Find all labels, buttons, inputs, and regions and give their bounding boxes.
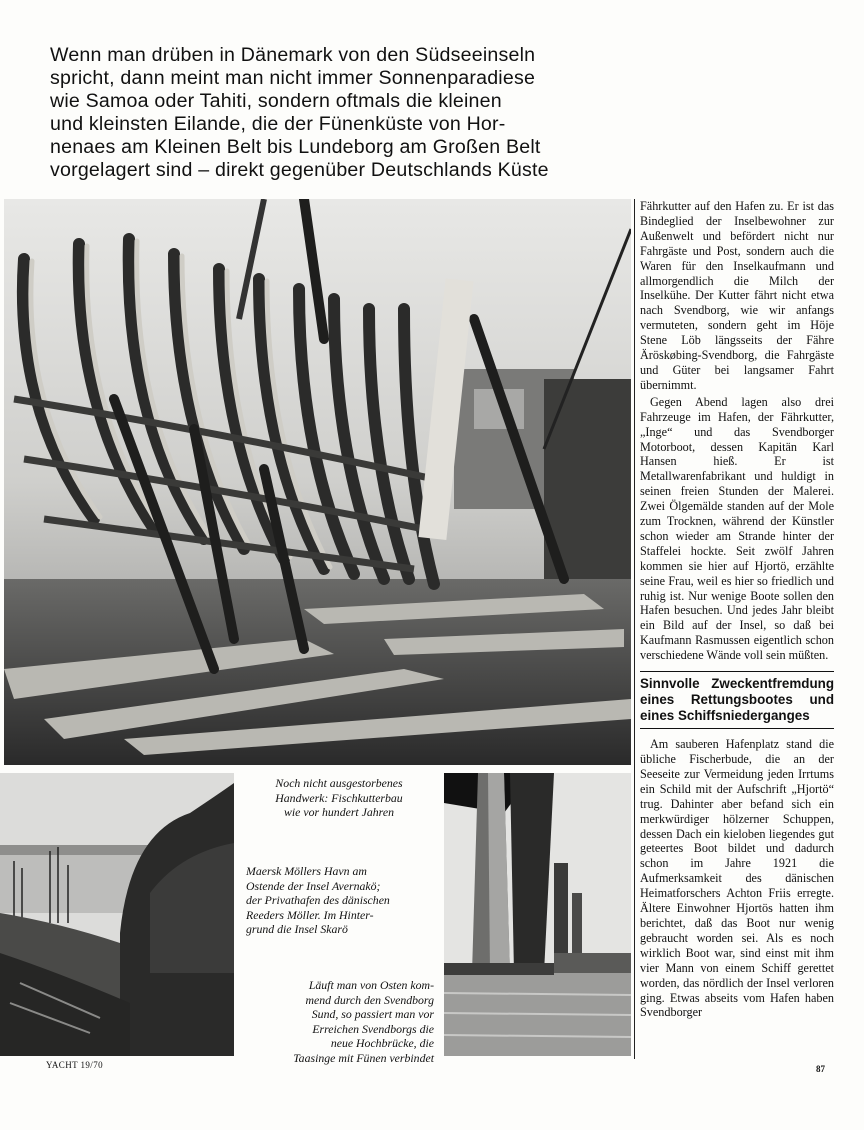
caption-line: der Privathafen des dänischen [246,893,390,907]
column-divider [634,199,635,1059]
caption-line: grund die Insel Skarö [246,922,348,936]
subheading: Sinnvolle Zweckentfremdung eines Rettungsbootes und eines Schiffsniederganges [640,676,834,724]
intro-text [50,44,650,182]
intro-line: spricht, dann meint man nicht immer Sonnenparadiese [50,67,536,89]
caption-line: Taasinge mit Fünen verbindet [293,1050,434,1065]
harbor-photo [0,773,234,1056]
subheading-rule [640,728,834,729]
caption-line: mend durch den Svendborg [305,992,434,1007]
caption-line: Läuft man von Osten kom- [308,978,434,992]
intro-line: Wenn man drüben in Dänemark von den Südseeinseln [50,44,536,66]
caption-bridge [240,978,434,1065]
caption-line: Reeders Möller. Im Hinter- [246,907,374,922]
caption-shipyard [244,776,434,820]
intro-line: wie Samoa oder Tahiti, sondern oftmals die kleinen [50,90,502,112]
caption-line: Erreichen Svendborgs die [312,1021,434,1036]
caption-line: Maersk Möllers Havn am [246,864,367,878]
bridge-photo [444,773,631,1056]
caption-line: Handwerk: Fischkutterbau [275,790,403,805]
page-number: 87 [816,1064,825,1074]
shipyard-photo [4,199,631,765]
magazine-issue: YACHT 19/70 [46,1060,103,1070]
intro-line: und kleinsten Eilande, die der Fünenküste von Hor- [50,113,506,135]
caption-harbor [246,864,436,937]
subheading-rule [640,671,834,672]
caption-line: neue Hochbrücke, die [330,1036,434,1050]
intro-line: vorgelagert sind – direkt gegenüber Deutschlands Küste [50,159,549,181]
article-column [640,199,834,1022]
caption-line: wie vor hundert Jahren [284,805,394,819]
body-paragraph: Gegen Abend lagen also drei Fahrzeuge im Hafen, der Fährkutter, „Inge“ und das Svendborger Motorboot, dessen Kapitän Karl Hansen hieß. Er ist Metallwarenfabrikant und huldigt in seinen freien Stunden der Malerei. Zwei Ölgemälde standen auf der Mole zum Trocknen, während der Künstler schon wieder am Strande hinter der Staffelei hockte. Seit zwölf Jahren kommen sie hier auf Hjortö, erzählte seine Frau, weil es hier so friedlich und ruhig ist. Nur wenige Boote sollen den Hafen besuchen. Und jedes Jahr bleibt ein Bild auf der Insel, so daß bei Kaufmann Rasmussen eigentlich schon verschiedene Wände voll sein müßten. [640,394,834,663]
body-paragraph: Am sauberen Hafenplatz stand die übliche Fischerbude, die an der Seeseite zur Vermeidung jeden Irrtums ein Schild mit der Aufschrift „Hjortö“ trug. Dahinter aber befand sich ein merkwürdiger hölzerner Schuppen, dessen Dach ein kieloben liegendes gut geteertes Boot bildet und dadurch schon im Jahre 1921 die Aufmerksamkeit des dänischen Heimatforschers Achton Friis erregte. Ältere Einwohner Hjortös hatten ihm berichtet, daß das Boot nur wenig gebraucht worden sei. Als es noch wirklich Boot war, sind einst mit ihm vier Mann von einem Schiff gerettet worden, das nördlich der Insel verloren ging. Etwas abseits vom Hafen haben Svendborger [640,737,834,1020]
caption-line: Ostende der Insel Avernakö; [246,878,381,893]
caption-line: Sund, so passiert man vor [311,1007,434,1021]
body-paragraph: Fährkutter auf den Hafen zu. Er ist das Bindeglied der Inselbewohner zur Außenwelt und befördert nicht nur Fahrgäste und Post, sondern auch die Waren für den Inselkaufmann und allmorgendlich die Milch der Inselkühe. Der Kutter fährt nicht etwa nach Svendborg, wie wir anfangs vermuteten, sondern geht im Höje Stene Löb längsseits der Fähre Äröskøbing-Svendborg, die Fahrgäste und Güter bei langsamer Fahrt übernimmt. [640,199,834,392]
caption-line: Noch nicht ausgestorbenes [275,776,403,790]
intro-line: nenaes am Kleinen Belt bis Lundeborg am Großen Belt [50,136,541,158]
